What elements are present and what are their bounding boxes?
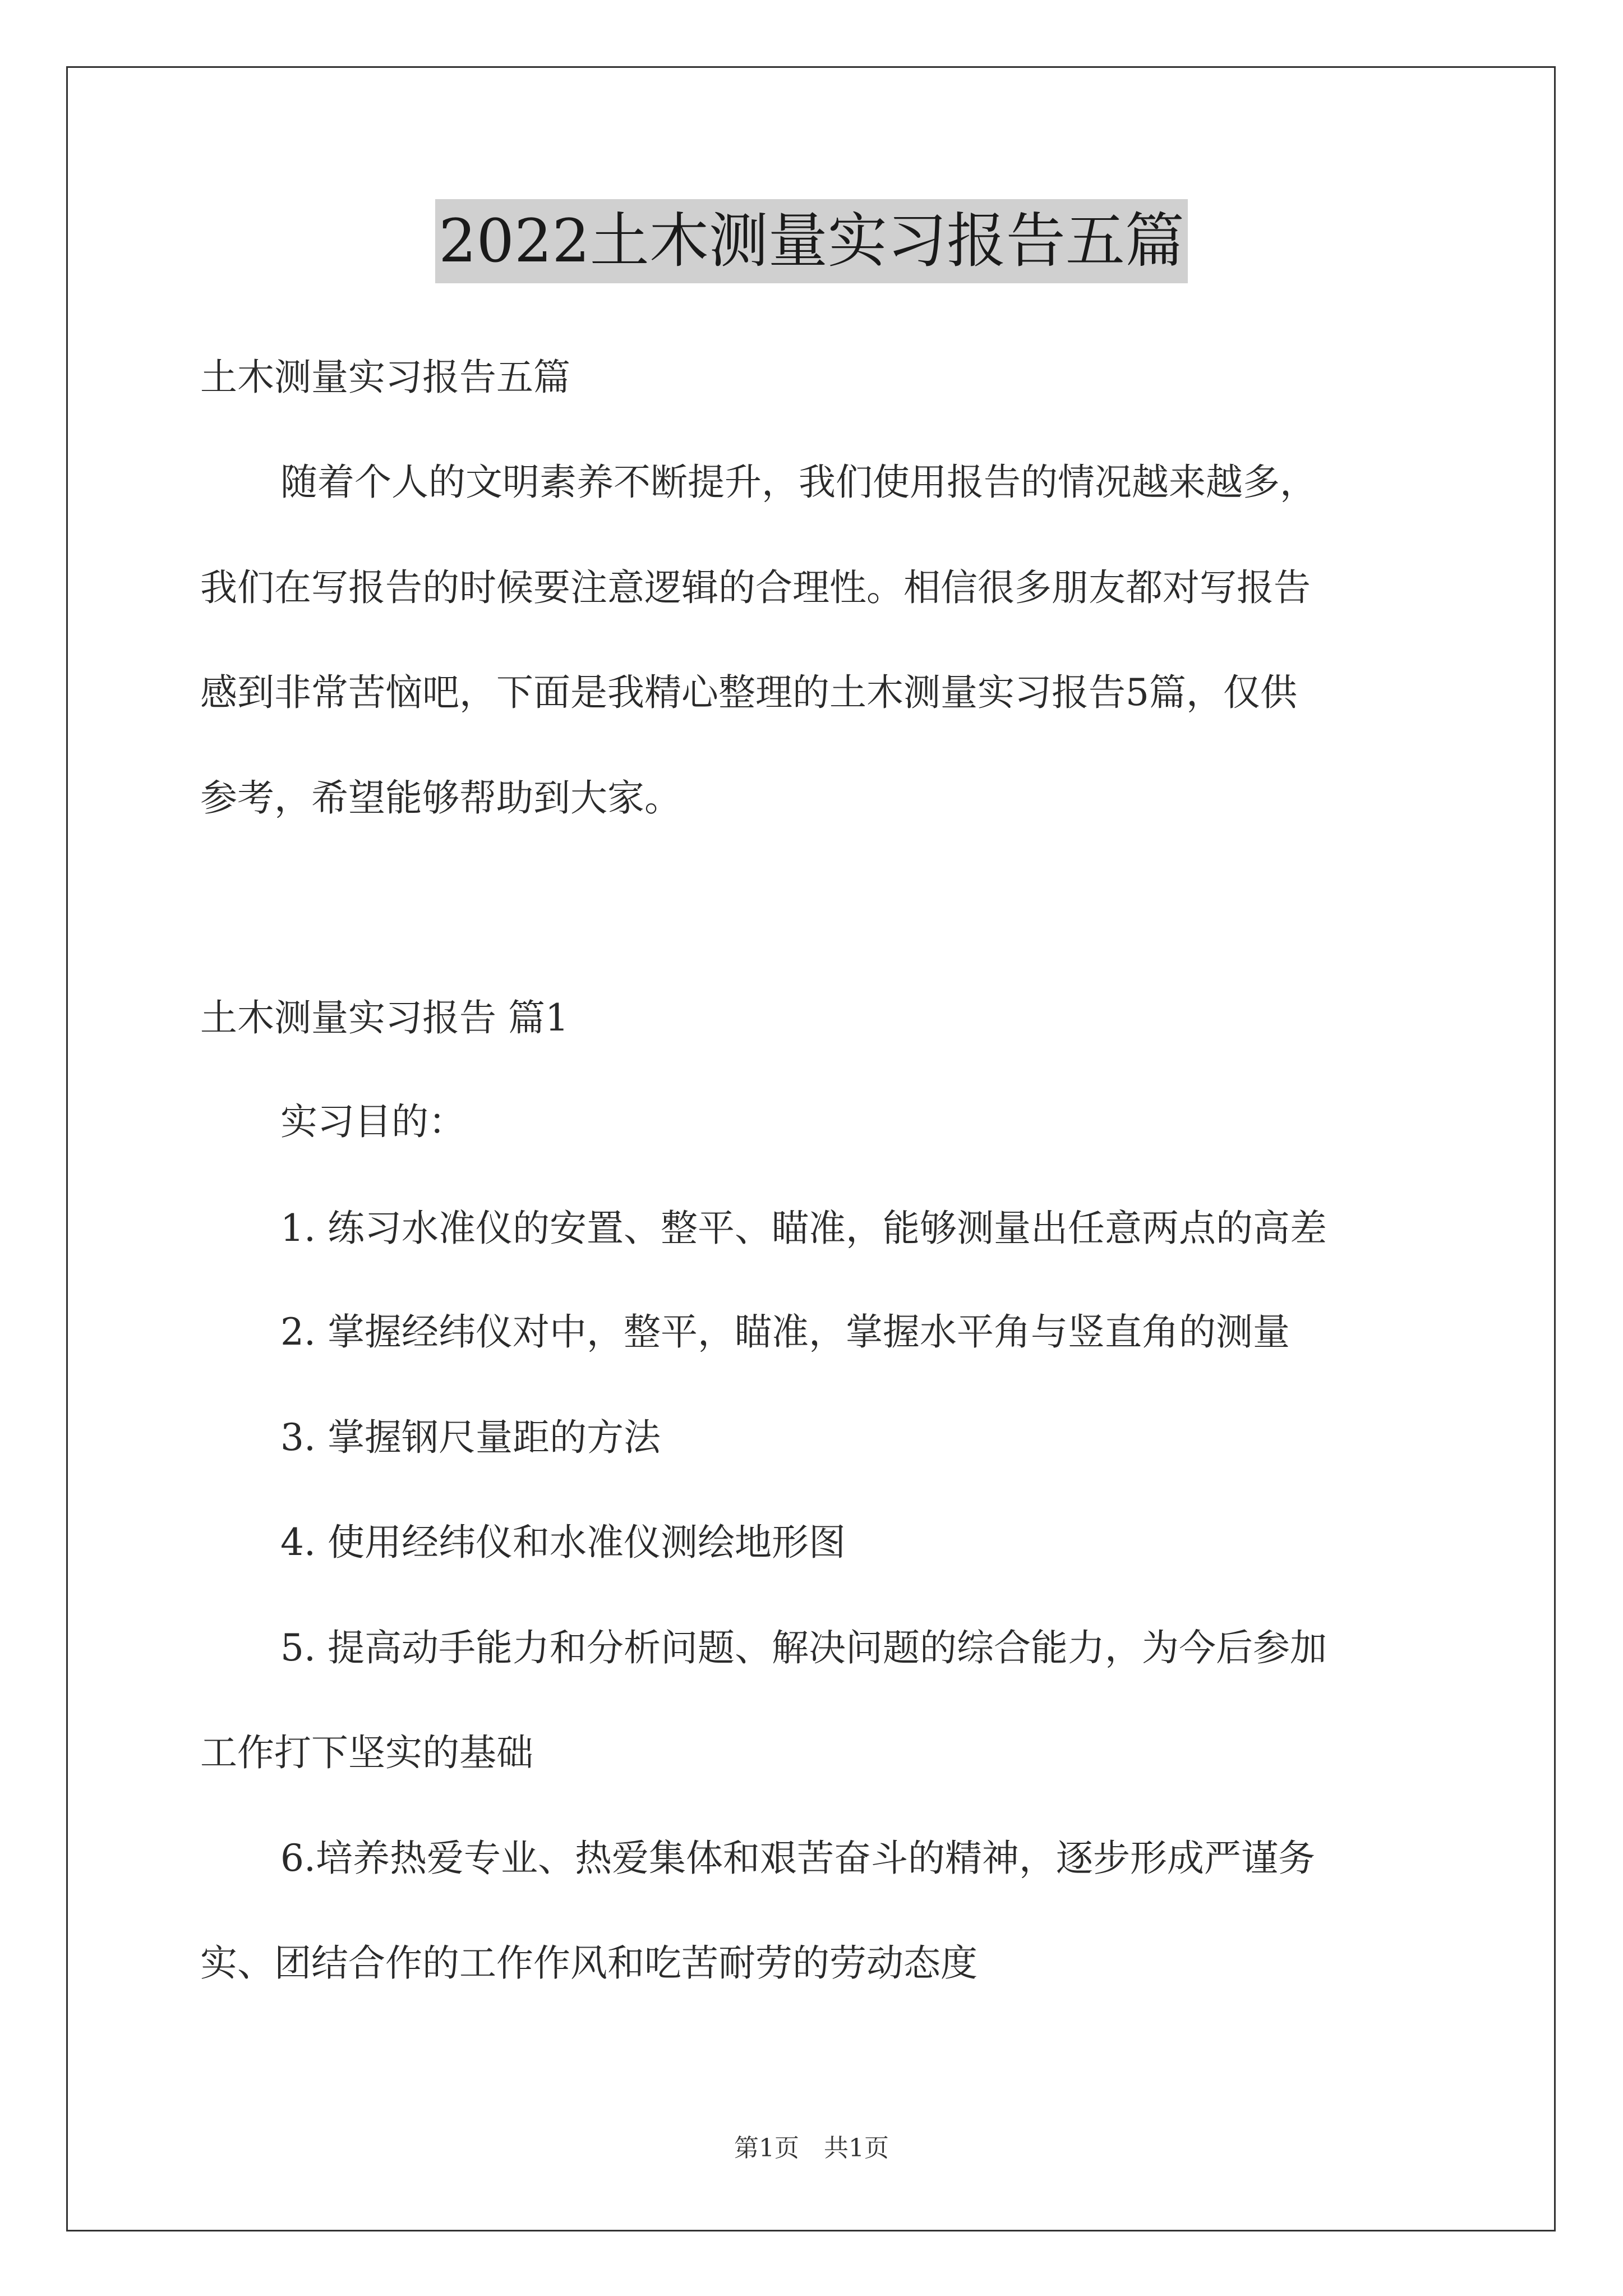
document-title: 2022土木测量实习报告五篇 bbox=[435, 199, 1188, 283]
intro-line-2: 我们在写报告的时候要注意逻辑的合理性。相信很多朋友都对写报告 bbox=[200, 566, 1311, 609]
list-item-2: 2. 掌握经纬仪对中，整平，瞄准，掌握水平角与竖直角的测量 bbox=[280, 1310, 1290, 1354]
purpose-label: 实习目的： bbox=[280, 1100, 465, 1143]
section-heading: 土木测量实习报告 篇1 bbox=[200, 996, 569, 1039]
title-container bbox=[0, 199, 1623, 283]
list-item-5: 5. 提高动手能力和分析问题、解决问题的综合能力，为今后参加 bbox=[280, 1626, 1327, 1669]
list-item-5-continued: 工作打下坚实的基础 bbox=[200, 1731, 533, 1774]
list-item-3: 3. 掌握钢尺量距的方法 bbox=[280, 1416, 661, 1459]
intro-line-4: 参考，希望能够帮助到大家。 bbox=[200, 776, 681, 820]
intro-line-3: 感到非常苦恼吧，下面是我精心整理的土木测量实习报告5篇，仅供 bbox=[200, 671, 1297, 714]
intro-line-1: 随着个人的文明素养不断提升，我们使用报告的情况越来越多， bbox=[280, 461, 1317, 504]
list-item-6: 6.培养热爱专业、热爱集体和艰苦奋斗的精神，逐步形成严谨务 bbox=[280, 1837, 1315, 1880]
list-item-4: 4. 使用经纬仪和水准仪测绘地形图 bbox=[280, 1521, 846, 1564]
page-footer: 第1页 共1页 bbox=[734, 2134, 889, 2162]
document-subtitle: 土木测量实习报告五篇 bbox=[200, 356, 570, 399]
list-item-6-continued: 实、团结合作的工作作风和吃苦耐劳的劳动态度 bbox=[200, 1941, 978, 1985]
list-item-1: 1. 练习水准仪的安置、整平、瞄准，能够测量出任意两点的高差 bbox=[280, 1207, 1327, 1250]
